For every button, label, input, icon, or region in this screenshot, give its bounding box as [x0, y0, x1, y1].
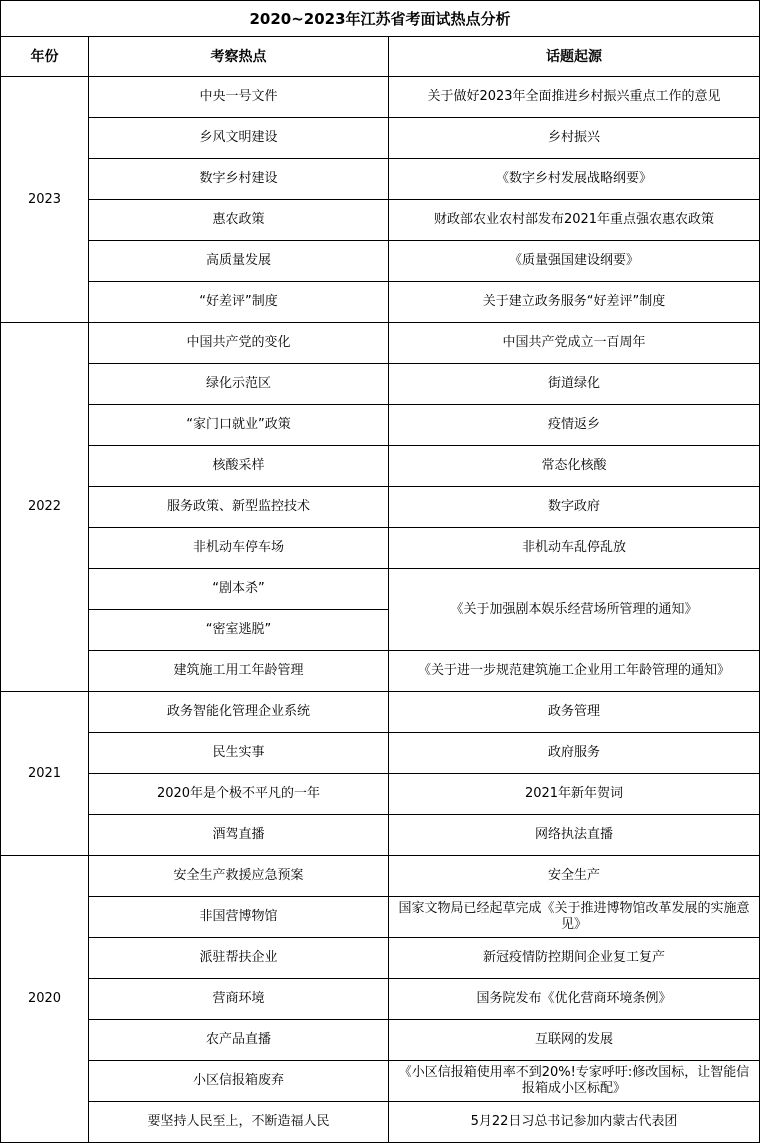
- source-cell: 国家文物局已经起草完成《关于推进博物馆改革发展的实施意见》: [389, 897, 760, 938]
- source-cell: 国务院发布《优化营商环境条例》: [389, 979, 760, 1020]
- hotspot-cell: 绿化示范区: [89, 364, 389, 405]
- hotspot-cell: 乡风文明建设: [89, 118, 389, 159]
- source-cell: 政务管理: [389, 692, 760, 733]
- source-cell: 新冠疫情防控期间企业复工复产: [389, 938, 760, 979]
- source-cell: 2021年新年贺词: [389, 774, 760, 815]
- year-cell-2023: 2023: [1, 77, 89, 323]
- source-cell: 安全生产: [389, 856, 760, 897]
- source-cell: 政府服务: [389, 733, 760, 774]
- hotspot-cell: “好差评”制度: [89, 282, 389, 323]
- year-cell-2020: 2020: [1, 856, 89, 1143]
- source-cell: 财政部农业农村部发布2021年重点强农惠农政策: [389, 200, 760, 241]
- hotspot-cell: 安全生产救援应急预案: [89, 856, 389, 897]
- year-cell-2022: 2022: [1, 323, 89, 692]
- source-cell-merged: 《关于加强剧本娱乐经营场所管理的通知》: [389, 569, 760, 651]
- source-cell: 乡村振兴: [389, 118, 760, 159]
- source-cell: 常态化核酸: [389, 446, 760, 487]
- hotspot-cell: 惠农政策: [89, 200, 389, 241]
- source-cell: 非机动车乱停乱放: [389, 528, 760, 569]
- hotspot-cell: 核酸采样: [89, 446, 389, 487]
- header-year: 年份: [1, 37, 89, 77]
- source-cell: 《关于进一步规范建筑施工企业用工年龄管理的通知》: [389, 651, 760, 692]
- source-cell: 网络执法直播: [389, 815, 760, 856]
- hotspot-cell: “家门口就业”政策: [89, 405, 389, 446]
- hotspot-cell: 要坚持人民至上，不断造福人民: [89, 1102, 389, 1143]
- header-hotspot: 考察热点: [89, 37, 389, 77]
- source-cell: 疫情返乡: [389, 405, 760, 446]
- hotspot-cell: 2020年是个极不平凡的一年: [89, 774, 389, 815]
- source-cell: 《数字乡村发展战略纲要》: [389, 159, 760, 200]
- hotspot-cell: 派驻帮扶企业: [89, 938, 389, 979]
- hotspot-cell: 建筑施工用工年龄管理: [89, 651, 389, 692]
- source-cell: 关于建立政务服务“好差评”制度: [389, 282, 760, 323]
- hotspot-cell: 民生实事: [89, 733, 389, 774]
- source-cell: 《质量强国建设纲要》: [389, 241, 760, 282]
- hotspot-cell: 农产品直播: [89, 1020, 389, 1061]
- hotspot-cell: 非国营博物馆: [89, 897, 389, 938]
- hotspot-cell: “密室逃脱”: [89, 610, 389, 651]
- hotspot-cell: 高质量发展: [89, 241, 389, 282]
- table-title: 2020~2023年江苏省考面试热点分析: [1, 1, 760, 37]
- hotspot-cell: 小区信报箱废弃: [89, 1061, 389, 1102]
- source-cell: 关于做好2023年全面推进乡村振兴重点工作的意见: [389, 77, 760, 118]
- hotspot-cell: 服务政策、新型监控技术: [89, 487, 389, 528]
- hotspot-cell: “剧本杀”: [89, 569, 389, 610]
- hotspot-cell: 数字乡村建设: [89, 159, 389, 200]
- hotspot-cell: 营商环境: [89, 979, 389, 1020]
- hotspot-cell: 酒驾直播: [89, 815, 389, 856]
- source-cell: 5月22日习总书记参加内蒙古代表团: [389, 1102, 760, 1143]
- hotspot-cell: 政务智能化管理企业系统: [89, 692, 389, 733]
- year-cell-2021: 2021: [1, 692, 89, 856]
- source-cell: 《小区信报箱使用率不到20%!专家呼吁:修改国标，让智能信报箱成小区标配》: [389, 1061, 760, 1102]
- source-cell: 中国共产党成立一百周年: [389, 323, 760, 364]
- hotspot-cell: 中央一号文件: [89, 77, 389, 118]
- source-cell: 数字政府: [389, 487, 760, 528]
- header-source: 话题起源: [389, 37, 760, 77]
- hotspot-cell: 非机动车停车场: [89, 528, 389, 569]
- source-cell: 互联网的发展: [389, 1020, 760, 1061]
- source-cell: 街道绿化: [389, 364, 760, 405]
- hotspot-cell: 中国共产党的变化: [89, 323, 389, 364]
